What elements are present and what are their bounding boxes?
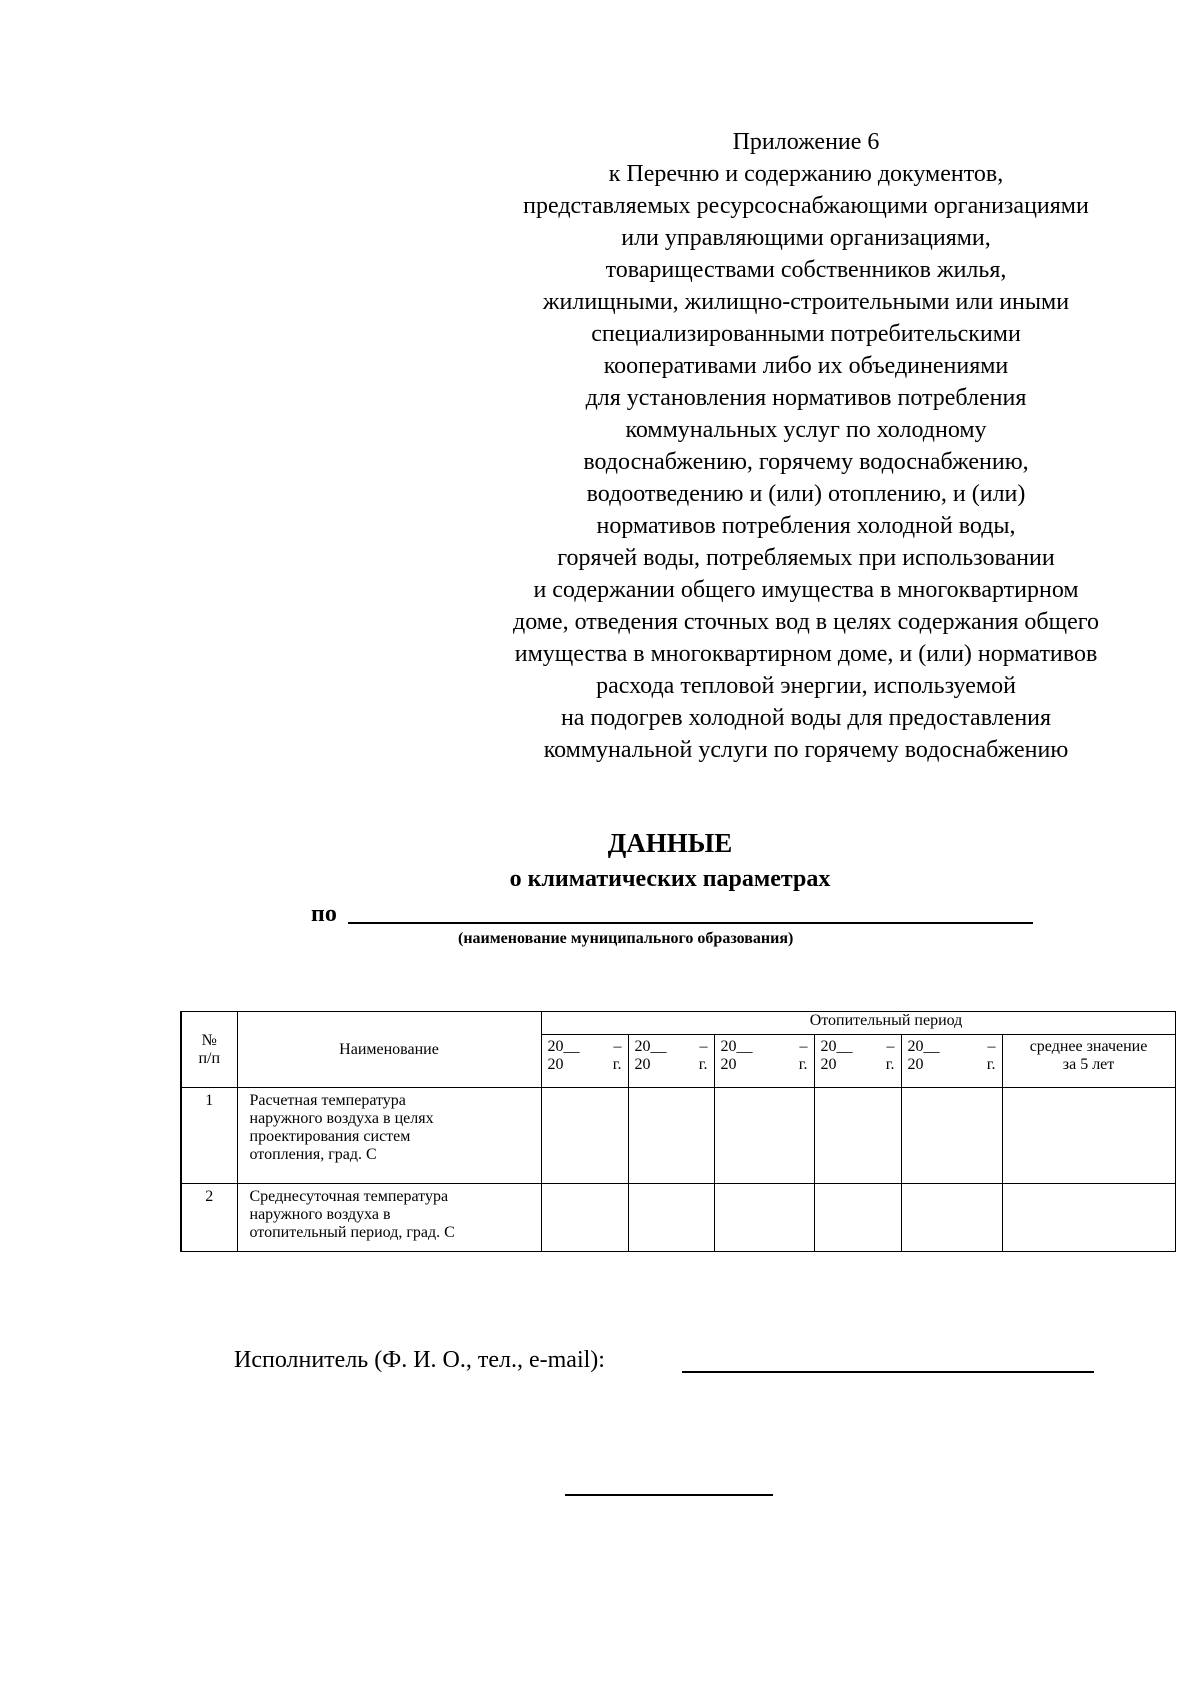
year-dash: – [799, 1038, 808, 1055]
po-label: по [311, 901, 337, 927]
year-suffix: г. [698, 1056, 708, 1073]
appendix-line: на подогрев холодной воды для предоставления [560, 705, 1052, 731]
column-header-heating-period: Отопительный период [541, 1012, 1175, 1035]
document-title: ДАННЫЕ [607, 828, 733, 858]
appendix-line: водоотведению и (или) отоплению, и (или) [586, 481, 1026, 507]
value-cell[interactable] [714, 1088, 814, 1184]
year-dash: – [987, 1038, 996, 1055]
climate-table [180, 1011, 1176, 1252]
row-name-line: Среднесуточная температура [249, 1188, 449, 1205]
value-cell[interactable] [901, 1184, 1002, 1252]
appendix-line: коммунальных услуг по холодному [625, 417, 987, 443]
year-to: 20 [547, 1056, 564, 1073]
column-header-year-5 [901, 1035, 1002, 1088]
appendix-line: доме, отведения сточных вод в целях содержания общего [512, 609, 1100, 635]
average-cell[interactable] [1002, 1088, 1175, 1184]
year-dash: – [613, 1038, 622, 1055]
year-from: 20__ [720, 1038, 753, 1055]
year-from: 20__ [907, 1038, 940, 1055]
appendix-line: для установления нормативов потребления [585, 385, 1027, 411]
row-name-line: наружного воздуха в [249, 1206, 391, 1223]
document-subtitle: о климатических параметрах [509, 866, 831, 892]
row-name [237, 1088, 541, 1184]
year-from: 20__ [820, 1038, 853, 1055]
row-name-line: отопления, град. С [249, 1146, 377, 1163]
appendix-line: к Перечню и содержанию документов, [608, 161, 1004, 187]
appendix-line: представляемых ресурсоснабжающими организациями [523, 193, 1089, 219]
municipality-caption: (наименование муниципального образования) [458, 930, 794, 947]
appendix-line: водоснабжению, горячему водоснабжению, [583, 449, 1029, 475]
municipality-input-line[interactable] [348, 922, 1033, 924]
year-to: 20 [720, 1056, 737, 1073]
table-row [181, 1088, 1175, 1184]
value-cell[interactable] [714, 1184, 814, 1252]
year-suffix: г. [885, 1056, 895, 1073]
row-name-line: наружного воздуха в целях [249, 1110, 434, 1127]
year-suffix: г. [986, 1056, 996, 1073]
average-line1: среднее значение [1029, 1038, 1148, 1055]
row-number: 1 [181, 1088, 237, 1184]
column-header-year-1 [541, 1035, 628, 1088]
row-name-line: проектирования систем [249, 1128, 411, 1145]
average-line2: за 5 лет [1062, 1056, 1115, 1073]
column-header-number [181, 1012, 237, 1088]
appendix-line: горячей воды, потребляемых при использовании [557, 545, 1055, 571]
appendix-line: или управляющими организациями, [621, 225, 991, 251]
column-header-name: Наименование [237, 1012, 541, 1088]
row-name [237, 1184, 541, 1252]
column-header-number-line1: № [201, 1031, 217, 1049]
appendix-header [460, 126, 1152, 766]
column-header-year-3 [714, 1035, 814, 1088]
executor-label: Исполнитель (Ф. И. О., тел., e-mail): [234, 1347, 605, 1373]
year-from: 20__ [547, 1038, 580, 1055]
column-header-number-line2: п/п [198, 1049, 221, 1067]
table-row [181, 1184, 1175, 1252]
appendix-line: и содержании общего имущества в многоквартирном [533, 577, 1079, 603]
column-header-average [1002, 1035, 1175, 1088]
value-cell[interactable] [814, 1088, 901, 1184]
year-dash: – [886, 1038, 895, 1055]
row-name-line: Расчетная температура [249, 1092, 406, 1109]
row-name-line: отопительный период, град. С [249, 1224, 455, 1241]
value-cell[interactable] [901, 1088, 1002, 1184]
appendix-line: расхода тепловой энергии, используемой [596, 673, 1016, 699]
value-cell[interactable] [628, 1184, 714, 1252]
average-cell[interactable] [1002, 1184, 1175, 1252]
closing-divider [565, 1494, 773, 1496]
appendix-line: Приложение 6 [732, 129, 880, 155]
appendix-line: нормативов потребления холодной воды, [596, 513, 1016, 539]
value-cell[interactable] [628, 1088, 714, 1184]
appendix-line: специализированными потребительскими [591, 321, 1021, 347]
value-cell[interactable] [541, 1184, 628, 1252]
appendix-line: имущества в многоквартирном доме, и (или) нормативов [514, 641, 1098, 667]
row-number: 2 [181, 1184, 237, 1252]
year-from: 20__ [634, 1038, 667, 1055]
executor-input-line[interactable] [682, 1371, 1094, 1373]
column-header-year-4 [814, 1035, 901, 1088]
year-suffix: г. [798, 1056, 808, 1073]
year-to: 20 [820, 1056, 837, 1073]
appendix-line: кооперативами либо их объединениями [603, 353, 1009, 379]
value-cell[interactable] [541, 1088, 628, 1184]
year-dash: – [699, 1038, 708, 1055]
column-header-year-2 [628, 1035, 714, 1088]
year-to: 20 [634, 1056, 651, 1073]
appendix-line: жилищными, жилищно-строительными или иными [542, 289, 1070, 315]
value-cell[interactable] [814, 1184, 901, 1252]
year-suffix: г. [612, 1056, 622, 1073]
appendix-line: товариществами собственников жилья, [605, 257, 1007, 283]
year-to: 20 [907, 1056, 924, 1073]
appendix-line: коммунальной услуги по горячему водоснабжению [543, 737, 1069, 763]
